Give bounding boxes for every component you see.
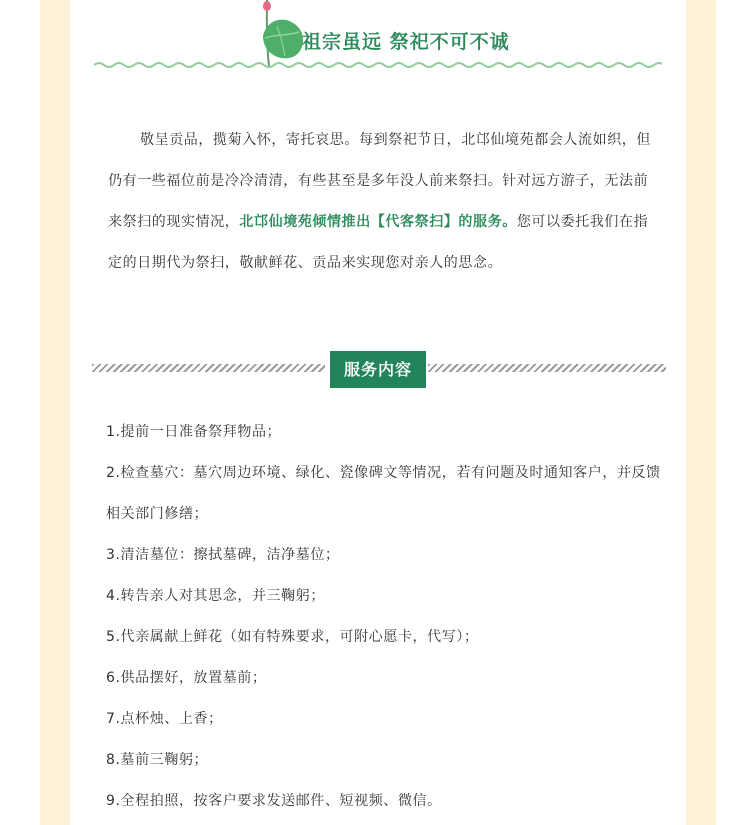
hatch-divider-left	[92, 364, 325, 372]
title-banner	[70, 0, 686, 80]
intro-text-part1: 敬呈贡品，揽菊入怀，寄托哀思。每到祭祀节日，北邙仙境苑都会人流如织，但仍有一些福位前是冷冷清清，有些甚至是多年没人前来祭扫。针对远方游子，无法前来祭扫的现实情况，	[108, 132, 651, 230]
intro-paragraph	[108, 120, 656, 284]
right-border-strip	[686, 0, 716, 825]
service-item: 1.提前一日准备祭拜物品；	[106, 424, 282, 440]
service-item: 2.检查墓穴：墓穴周边环境、绿化、瓷像碑文等情况，若有问题及时通知客户，并反馈相关部门修缮；	[106, 465, 661, 522]
lotus-leaf-icon	[253, 0, 309, 66]
service-item: 9.全程拍照，按客户要求发送邮件、短视频、微信。	[106, 793, 442, 809]
service-item: 3.清洁墓位：擦拭墓碑，洁净墓位；	[106, 547, 340, 563]
service-item: 6.供品摆好，放置墓前；	[106, 670, 267, 686]
service-item: 8.墓前三鞠躬；	[106, 752, 209, 768]
article-body	[70, 0, 686, 825]
section-heading: 服务内容	[330, 351, 426, 388]
left-border-strip	[40, 0, 70, 825]
service-highlight: 北邙仙境苑倾情推出【代客祭扫】的服务。	[239, 214, 517, 230]
intro-text-part2: 您可以委托我们在指定的日期代为祭扫，敬献鲜花、贡品来实现您对亲人的思念。	[108, 214, 649, 271]
service-item: 7.点杯烛、上香；	[106, 711, 223, 727]
page-title: 祖宗虽远 祭祀不可不诚	[302, 31, 510, 53]
hatch-divider-right	[428, 364, 666, 372]
service-list	[106, 412, 666, 822]
service-item: 5.代亲属献上鲜花（如有特殊要求，可附心愿卡，代写）；	[106, 629, 479, 645]
service-item: 4.转告亲人对其思念，并三鞠躬；	[106, 588, 325, 604]
wave-divider	[94, 60, 662, 70]
